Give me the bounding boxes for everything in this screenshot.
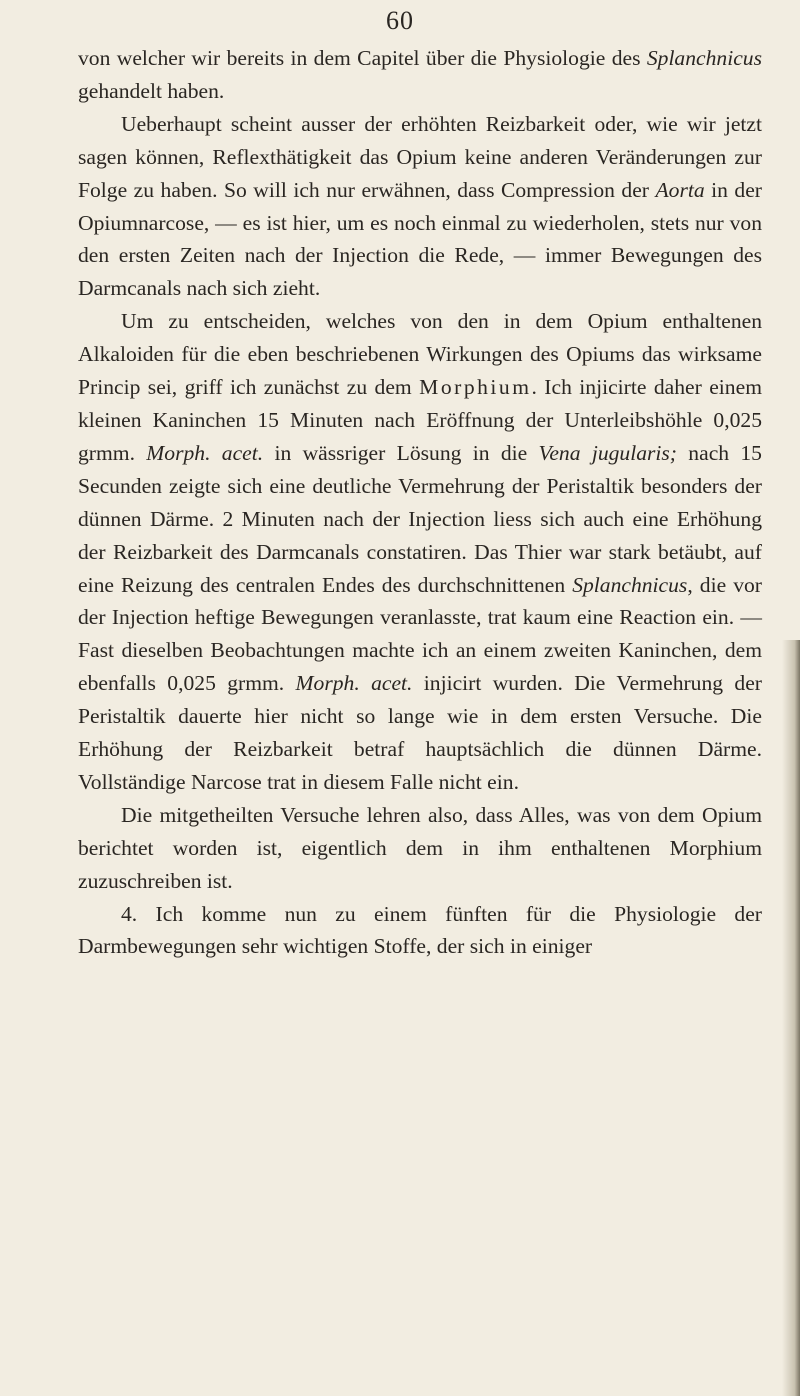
italic-term: Morph. acet. (146, 440, 264, 465)
page-number: 60 (386, 6, 414, 35)
text-run: in der Opiumnarcose, — es ist hier, um es noch einmal zu wiederholen, stets nur von den ersten Zeiten nach der Injection die Rede, — immer Bewegungen des Darmcanals nach sich zieht. (78, 177, 762, 301)
spaced-term: Morphium (419, 375, 532, 400)
italic-term: Splanchnicus (572, 572, 688, 597)
text-run: 4. Ich komme nun zu einem fünften für die Physiologie der Darmbewegungen sehr wichtigen Stoffe, der sich in einiger (78, 901, 762, 959)
italic-term: Splanchnicus (646, 46, 762, 70)
paragraph (78, 108, 762, 305)
italic-term: Vena jugularis; (538, 440, 677, 465)
text-run: gehandelt haben. (78, 78, 225, 103)
paragraph (78, 42, 762, 108)
italic-term: Morph. acet. (295, 671, 413, 696)
page-edge-shadow (782, 640, 800, 1396)
text-run: , die vor der Injection heftige Bewegungen veranlasste, trat kaum eine Reaction ein. — Fast dieselben Beobachtungen machte ich an einem zweiten Kaninchen, dem ebenfalls 0,025 grmm. (78, 572, 762, 696)
paragraph (78, 898, 762, 964)
text-run: in wässriger Lösung in die (263, 440, 539, 465)
text-run: injicirt wurden. Die Vermehrung der Peristaltik dauerte hier nicht so lange wie in dem ersten Versuche. Die Erhöhung der Reizbarkeit betraf hauptsächlich die dünnen Därme. Vollständige Narcose trat in diesem Falle nicht ein. (78, 671, 762, 794)
italic-term: Aorta (655, 177, 705, 202)
text-run: von welcher wir bereits in dem Capitel über die Physiologie des (78, 46, 647, 70)
text-run: . Ich injicirte daher einem kleinen Kaninchen 15 Minuten nach Eröffnung der Unterleibshöhle 0,025 grmm. (78, 375, 762, 465)
text-run: nach 15 Secunden zeigte sich eine deutliche Vermehrung der Peristaltik besonders der dünnen Därme. 2 Minuten nach der Injection liess sich auch eine Erhöhung der Reizbarkeit des Darmcanals constatiren. Das Thier war stark betäubt, auf eine Reizung des centralen Endes des durchschnittenen (78, 440, 762, 597)
text-run: Ueberhaupt scheint ausser der erhöhten Reizbarkeit oder, wie wir jetzt sagen können, Reflexthätigkeit das Opium keine anderen Veränderungen zur Folge zu haben. So will ich nur erwähnen, dass Compression der (78, 111, 762, 202)
body-text (78, 42, 762, 963)
text-run: Die mitgetheilten Versuche lehren also, dass Alles, was von dem Opium berichtet worden ist, eigentlich dem in ihm enthaltenen Morphium zuzuschreiben ist. (78, 802, 762, 893)
text-run: Um zu entscheiden, welches von den in dem Opium enthaltenen Alkaloiden für die eben beschriebenen Wirkungen des Opiums das wirksame Princip sei, griff ich zunächst zu dem (78, 309, 762, 400)
paragraph (78, 799, 762, 898)
paragraph (78, 305, 762, 799)
